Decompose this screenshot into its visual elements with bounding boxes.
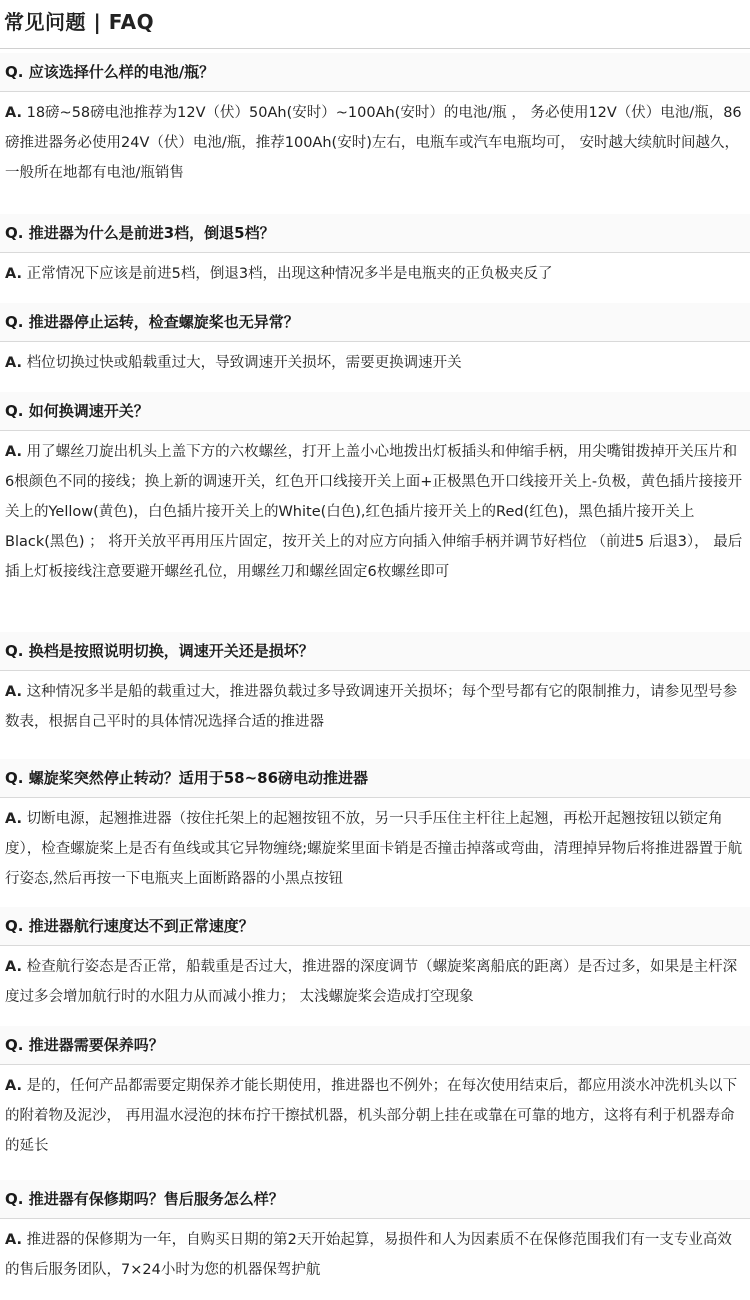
question-text: 推进器为什么是前进3档，倒退5档？ <box>28 224 275 242</box>
question-prefix: Q. <box>5 313 24 331</box>
faq-answer <box>0 946 750 1012</box>
question-prefix: Q. <box>5 402 24 420</box>
answer-text: 档位切换过快或船载重过大，导致调速开关损坏，需要更换调速开关 <box>26 355 462 371</box>
answer-prefix: A. <box>5 811 22 827</box>
question-text: 推进器航行速度达不到正常速度？ <box>28 917 254 935</box>
answer-prefix: A. <box>5 266 22 282</box>
question-text: 应该选择什么样的电池/瓶？ <box>28 63 215 81</box>
question-prefix: Q. <box>5 224 24 242</box>
faq-item <box>0 759 750 907</box>
faq-answer <box>0 92 750 188</box>
faq-question <box>0 907 750 945</box>
question-prefix: Q. <box>5 917 24 935</box>
faq-item <box>0 303 750 392</box>
faq-question <box>0 1026 750 1064</box>
answer-prefix: A. <box>5 444 22 460</box>
faq-answer <box>0 1219 750 1285</box>
faq-answer <box>0 431 750 587</box>
faq-question <box>0 392 750 430</box>
faq-list <box>0 53 750 1300</box>
answer-text: 检查航行姿态是否正常，船载重是否过大，推进器的深度调节（螺旋桨离船底的距离）是否过多，如果是主杆深度过多会增加航行时的水阻力从而减小推力； 太浅螺旋桨会造成打空现象 <box>5 959 738 1005</box>
answer-text: 正常情况下应该是前进5档，倒退3档，出现这种情况多半是电瓶夹的正负极夹反了 <box>26 266 553 282</box>
faq-question <box>0 303 750 341</box>
answer-text: 推进器的保修期为一年，自购买日期的第2天开始起算，易损件和人为因素质不在保修范围我们有一支专业高效的售后服务团队，7×24小时为您的机器保驾护航 <box>5 1232 732 1278</box>
question-prefix: Q. <box>5 63 24 81</box>
faq-item <box>0 1026 750 1180</box>
page-title: 常见问题 | FAQ <box>4 10 155 34</box>
page-header <box>0 0 750 40</box>
faq-item <box>0 53 750 214</box>
question-text: 如何换调速开关？ <box>28 402 149 420</box>
faq-item <box>0 907 750 1026</box>
question-text: 换档是按照说明切换，调速开关还是损坏？ <box>28 642 314 660</box>
answer-prefix: A. <box>5 1232 22 1248</box>
answer-text: 用了螺丝刀旋出机头上盖下方的六枚螺丝，打开上盖小心地拨出灯板插头和伸缩手柄，用尖嘴钳拨掉开关压片和6根颜色不同的接线；换上新的调速开关，红色开口线接开关上面+正极黑色开口线接开关上-负极，黄色插片接接开关上的Yellow(黄色)，白色插片接开关上的White(白色),红色插片接开关上的Red(红色)，黑色插片接开关上Black(黑色) ； 将开关放平再用压片固定，按开关上的对应方向插入伸缩手柄并调节好档位 （前进5 后退3）， 最后插上灯板接线注意要避开螺丝孔位，用螺丝刀和螺丝固定6枚螺丝即可 <box>5 444 743 580</box>
faq-question <box>0 1180 750 1218</box>
question-prefix: Q. <box>5 1036 24 1054</box>
faq-answer <box>0 671 750 737</box>
faq-answer <box>0 253 750 289</box>
faq-question <box>0 53 750 91</box>
question-text: 螺旋桨突然停止转动？适用于58~86磅电动推进器 <box>28 769 369 787</box>
header-divider <box>0 48 750 49</box>
question-prefix: Q. <box>5 769 24 787</box>
answer-text: 18磅~58磅电池推荐为12V（伏）50Ah(安时）~100Ah(安时）的电池/瓶 ， 务必使用12V（伏）电池/瓶，86磅推进器务必使用24V（伏）电池/瓶，推荐100Ah(安时)左右，电瓶车或汽车电瓶均可， 安时越大续航时间越久，一般所在地都有电池/瓶销售 <box>5 105 742 181</box>
faq-answer <box>0 342 750 378</box>
question-text: 推进器需要保养吗？ <box>28 1036 164 1054</box>
answer-text: 切断电源，起翘推进器（按住托架上的起翘按钮不放，另一只手压住主杆往上起翘，再松开起翘按钮以锁定角度），检查螺旋桨上是否有鱼线或其它异物缠绕;螺旋桨里面卡销是否撞击掉落或弯曲，清理掉异物后将推进器置于航行姿态,然后再按一下电瓶夹上面断路器的小黑点按钮 <box>5 811 743 887</box>
faq-item <box>0 632 750 759</box>
answer-text: 是的，任何产品都需要定期保养才能长期使用，推进器也不例外；在每次使用结束后，都应用淡水冲洗机头以下的附着物及泥沙， 再用温水浸泡的抹布拧干擦拭机器，机头部分朝上挂在或靠在可靠的地方，这将有利于机器寿命的延长 <box>5 1078 738 1154</box>
faq-question <box>0 632 750 670</box>
faq-item <box>0 214 750 303</box>
question-prefix: Q. <box>5 1190 24 1208</box>
faq-question <box>0 759 750 797</box>
answer-prefix: A. <box>5 1078 22 1094</box>
answer-prefix: A. <box>5 105 22 121</box>
answer-prefix: A. <box>5 355 22 371</box>
faq-item <box>0 392 750 632</box>
answer-text: 这种情况多半是船的载重过大，推进器负载过多导致调速开关损坏；每个型号都有它的限制推力，请参见型号参数表，根据自己平时的具体情况选择合适的推进器 <box>5 684 738 730</box>
faq-answer <box>0 798 750 894</box>
question-prefix: Q. <box>5 642 24 660</box>
answer-prefix: A. <box>5 684 22 700</box>
question-text: 推进器有保修期吗？售后服务怎么样？ <box>28 1190 284 1208</box>
faq-answer <box>0 1065 750 1161</box>
answer-prefix: A. <box>5 959 22 975</box>
question-text: 推进器停止运转，检查螺旋桨也无异常？ <box>28 313 299 331</box>
faq-item <box>0 1180 750 1300</box>
faq-question <box>0 214 750 252</box>
